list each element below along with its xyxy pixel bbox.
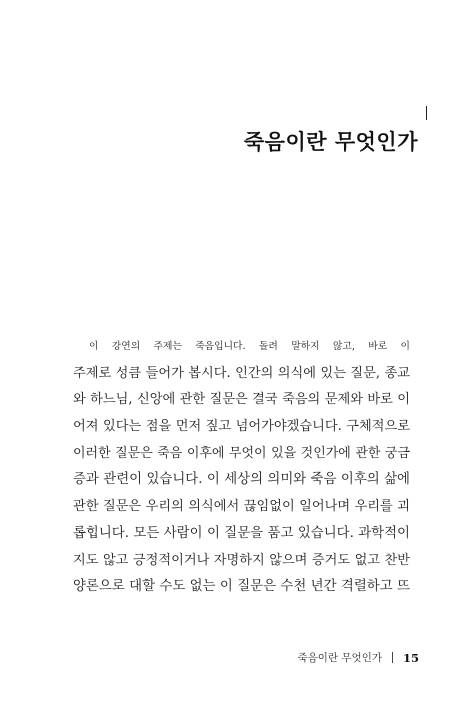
footer-divider xyxy=(392,652,393,663)
body-line: 양론으로 대할 수도 없는 이 질문은 수천 년간 격렬하고 뜨 xyxy=(73,579,410,595)
body-line: 어져 있다는 점을 먼저 짚고 넘어가야겠습니다. 구체적으로 xyxy=(73,419,410,435)
body-line: 롭힙니다. 모든 사람이 이 질문을 품고 있습니다. 과학적이 xyxy=(73,525,410,541)
body-text xyxy=(73,334,410,601)
running-footer xyxy=(298,650,420,665)
page-number: 15 xyxy=(402,650,419,665)
body-line: 증과 관련이 있습니다. 이 세상의 의미와 죽음 이후의 삶에 xyxy=(73,472,410,488)
body-line: 와 하느님, 신앙에 관한 질문은 결국 죽음의 문제와 바로 이 xyxy=(73,392,410,408)
body-line: 이 강연의 주제는 죽음입니다. 돌려 말하지 않고, 바로 이 xyxy=(89,341,410,352)
body-line: 관한 질문은 우리의 의식에서 끊임없이 일어나며 우리를 괴 xyxy=(73,499,410,515)
body-line: 지도 않고 긍정적이거나 자명하지 않으며 증거도 없고 찬반 xyxy=(73,552,410,568)
running-title: 죽음이란 무엇인가 xyxy=(297,652,382,664)
body-line: 이러한 질문은 죽음 이후에 무엇이 있을 것인가에 관한 궁금 xyxy=(73,445,410,461)
chapter-mark xyxy=(426,106,427,120)
chapter-title: 죽음이란 무엇인가 xyxy=(243,130,418,154)
body-line: 주제로 성큼 들어가 봅시다. 인간의 의식에 있는 질문, 종교 xyxy=(73,365,410,381)
